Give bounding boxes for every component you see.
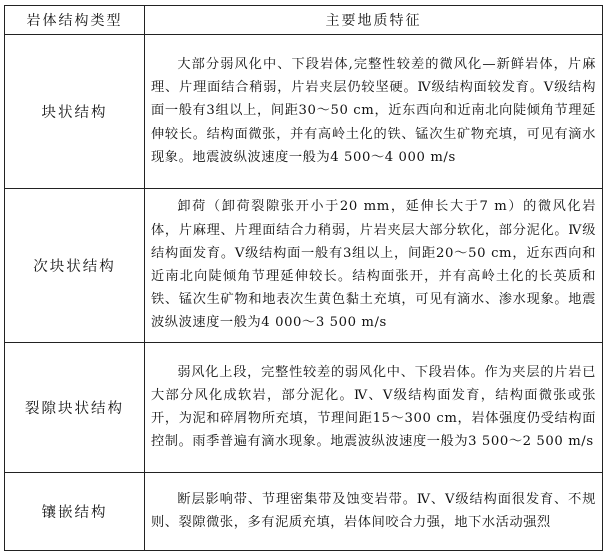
table-row <box>5 35 603 189</box>
characteristics-cell: 弱风化上段，完整性较差的弱风化中、下段岩体。作为夹层的片岩已大部分风化成软岩，部分泥化。Ⅳ、Ⅴ级结构面发育，结构面微张或张开，为泥和碎屑物所充填，节理间距15～300 cm，岩体强度仍受结构面控制。雨季普遍有滴水现象。地震波纵波速度一般为3 500～2 500 m/s <box>145 343 603 473</box>
table-header-row <box>5 6 603 35</box>
table-row <box>5 343 603 473</box>
structure-type-cell: 次块状结构 <box>5 189 145 343</box>
characteristics-cell: 大部分弱风化中、下段岩体,完整性较差的微风化—新鲜岩体，片麻理、片理面结合稍弱，片岩夹层仍较坚硬。Ⅳ级结构面较发育。Ⅴ级结构面一般有3组以上，间距30～50 cm，近东西向和近南北向陡倾角节理延伸较长。结构面微张，并有高岭土化的铁、锰次生矿物充填，可见有滴水现象。地震波纵波速度一般为4 500～4 000 m/s <box>145 35 603 189</box>
header-structure-type: 岩体结构类型 <box>5 6 145 35</box>
table-row <box>5 189 603 343</box>
characteristics-cell: 卸荷（卸荷裂隙张开小于20 mm，延伸长大于7 m）的微风化岩体，片麻理、片理面结合力稍弱，片岩夹层大部分软化，部分泥化。Ⅳ级结构面发育。Ⅴ级结构面一般有3组以上，间距20～50 cm，近东西向和近南北向陡倾角节理延伸较长。结构面张开，并有高岭土化的长英质和铁、锰次生矿物和地表次生黄色黏土充填，可见有滴水、渗水现象。地震波纵波速度一般为4 000～3 500 m/s <box>145 189 603 343</box>
structure-type-cell: 镶嵌结构 <box>5 473 145 551</box>
table-row <box>5 473 603 551</box>
structure-type-cell: 块状结构 <box>5 35 145 189</box>
structure-type-cell: 裂隙块状结构 <box>5 343 145 473</box>
characteristics-cell: 断层影响带、节理密集带及蚀变岩带。Ⅳ、Ⅴ级结构面很发育、不规则、裂隙微张，多有泥质充填，岩体间咬合力强，地下水活动强烈 <box>145 473 603 551</box>
header-main-characteristics: 主要地质特征 <box>145 6 603 35</box>
rock-structure-table <box>4 5 603 551</box>
